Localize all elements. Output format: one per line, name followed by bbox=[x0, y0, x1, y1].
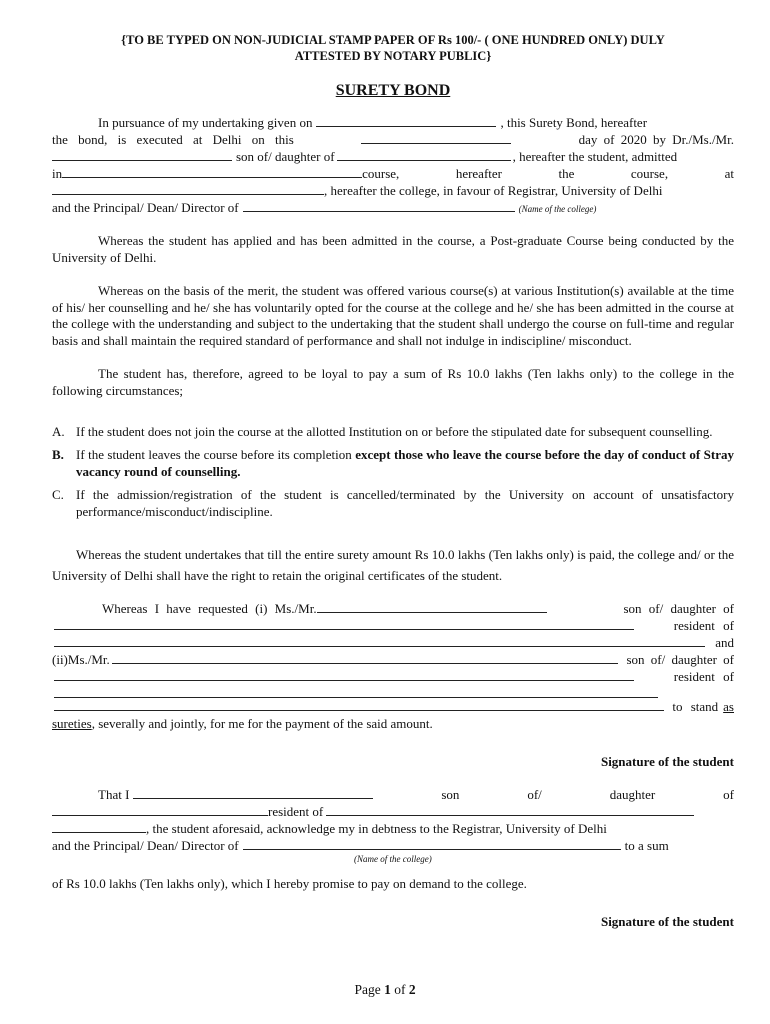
text-of-2: of bbox=[723, 787, 734, 802]
surety-2-address-blank[interactable] bbox=[54, 685, 658, 698]
text-surety-2: (ii)Ms./Mr. bbox=[52, 652, 110, 667]
text-daughter: daughter bbox=[609, 787, 656, 802]
page-number: 1 bbox=[384, 982, 391, 997]
certificates-text: Whereas the student undertakes that till the entire surety amount Rs 10.0 lakhs (Ten lakhs only) is paid, the college and/ or the University of Delhi shall have the right to retain the original certificates of the student. bbox=[52, 547, 734, 583]
surety-1-name-blank[interactable] bbox=[317, 600, 547, 613]
text-hereafter-college: , hereafter the college, in favour of Registrar, University of Delhi bbox=[324, 183, 663, 198]
parent-name-blank[interactable] bbox=[337, 148, 511, 161]
list-text: If the student does not join the course at the allotted Institution on or before the stipulated date for subsequent counselling. bbox=[76, 424, 713, 439]
text-the: the bbox=[558, 166, 575, 181]
text-undertaking: In pursuance of my undertaking given on bbox=[98, 115, 313, 130]
text-surety-bond: , this Surety Bond, hereafter bbox=[500, 115, 648, 130]
acknowledger-parent-blank[interactable] bbox=[52, 803, 268, 816]
list-item bbox=[52, 486, 734, 520]
payment-paragraph: The student has, therefore, agreed to be loyal to pay a sum of Rs 10.0 lakhs (Ten lakhs only) to the college in the following circumstances; bbox=[52, 366, 734, 398]
surety-2-name-blank[interactable] bbox=[112, 651, 619, 664]
certificates-paragraph bbox=[52, 544, 734, 586]
principal-college-blank-2[interactable] bbox=[243, 837, 621, 850]
text-that-i: That I bbox=[98, 787, 130, 802]
document-title: SURETY BOND bbox=[335, 82, 451, 99]
text-course-2: course, bbox=[630, 166, 669, 181]
text-as: as bbox=[723, 699, 734, 714]
text-principal-2: and the Principal/ Dean/ Director of bbox=[52, 838, 239, 853]
list-bold-text: except those who leave the course before the day of conduct of Stray vacancy round of counselling. bbox=[76, 447, 734, 479]
name-of-college-note-2: (Name of the college) bbox=[354, 854, 432, 864]
course-name-blank[interactable] bbox=[62, 165, 362, 178]
execution-date-blank[interactable] bbox=[361, 131, 511, 144]
principal-college-blank[interactable] bbox=[243, 199, 515, 212]
list-text: If the student leaves the course before its completion bbox=[76, 447, 356, 462]
student-name-blank[interactable] bbox=[52, 148, 232, 161]
undertaking-date-blank[interactable] bbox=[316, 114, 496, 127]
page-label: Page bbox=[354, 982, 381, 997]
text-principal: and the Principal/ Dean/ Director of bbox=[52, 200, 239, 215]
surety-2-address-blank-2[interactable] bbox=[54, 698, 664, 711]
surety-2-parent-blank[interactable] bbox=[54, 668, 634, 681]
text-resident-2: resident of bbox=[673, 669, 734, 684]
list-item bbox=[52, 446, 734, 480]
text-requested: Whereas I have requested (i) Ms./Mr. bbox=[102, 601, 317, 616]
page-total: 2 bbox=[408, 982, 416, 997]
document-page bbox=[52, 32, 734, 930]
text-resident-1: resident of bbox=[673, 618, 734, 633]
undertaking-paragraph bbox=[52, 114, 734, 218]
stamp-paper-header bbox=[52, 32, 734, 64]
acknowledgement-paragraph bbox=[52, 786, 734, 892]
text-severally: , severally and jointly, for me for the payment of the said amount. bbox=[91, 716, 433, 731]
surety-1-parent-blank[interactable] bbox=[54, 617, 634, 630]
list-key: A. bbox=[52, 424, 65, 439]
text-son-of: son of/ daughter of bbox=[236, 149, 335, 164]
header-line-1: {TO BE TYPED ON NON-JUDICIAL STAMP PAPER OF Rs 100/- ( ONE HUNDRED ONLY) DULY bbox=[121, 33, 665, 47]
list-key: B. bbox=[52, 447, 64, 462]
page-footer bbox=[0, 982, 770, 998]
list-key: C. bbox=[52, 487, 64, 502]
text-course: course, bbox=[362, 166, 400, 181]
admission-paragraph: Whereas the student has applied and has been admitted in the course, a Post-graduate Course being conducted by the University of Delhi. bbox=[52, 233, 734, 265]
surety-1-address-blank[interactable] bbox=[54, 634, 705, 647]
text-in: in bbox=[52, 166, 63, 181]
text-at: at bbox=[724, 166, 734, 181]
text-and: and bbox=[715, 635, 734, 650]
text-of: of/ bbox=[527, 787, 542, 802]
text-son-of-1: son of/ daughter of bbox=[623, 601, 734, 616]
student-signature-label-2: Signature of the student bbox=[600, 914, 734, 929]
text-day-of: day of 2020 by Dr./Ms./Mr. bbox=[578, 132, 734, 147]
acknowledger-name-blank[interactable] bbox=[133, 786, 373, 799]
text-resident-of: resident of bbox=[268, 804, 324, 819]
list-item bbox=[52, 423, 734, 440]
acknowledger-address-blank-2[interactable] bbox=[52, 820, 146, 833]
text-hereafter-student: , hereafter the student, admitted bbox=[512, 149, 678, 164]
text-to-stand: to stand bbox=[672, 699, 719, 714]
text-aforesaid: , the student aforesaid, acknowledge my in debtness to the Registrar, University of Delhi bbox=[146, 821, 607, 836]
text-hereafter: hereafter bbox=[455, 166, 502, 181]
header-line-2: ATTESTED BY NOTARY PUBLIC} bbox=[294, 49, 492, 63]
name-of-college-note: (Name of the college) bbox=[518, 204, 597, 214]
page-of: of bbox=[394, 982, 406, 997]
sureties-paragraph bbox=[52, 600, 734, 732]
circumstances-list bbox=[52, 423, 734, 520]
text-sureties: sureties bbox=[52, 716, 92, 731]
merit-paragraph: Whereas on the basis of the merit, the student was offered various course(s) at various Institution(s) available at the time of his/ her counselling and he/ she has voluntarily opted for the course at the college and he/ she has been admitted in the course at the college with the understanding and subject to the undertaking that the student shall undergo the course on full-time and regular basis and shall maintain the required standard of performance and shall not indulge in indiscipline/ misconduct. bbox=[52, 283, 734, 348]
text-son: son bbox=[441, 787, 460, 802]
text-son-of-2: son of/ daughter of bbox=[626, 652, 734, 667]
text-promise: of Rs 10.0 lakhs (Ten lakhs only), which I hereby promise to pay on demand to the college. bbox=[52, 876, 527, 891]
student-signature-label-1: Signature of the student bbox=[600, 754, 734, 769]
text-to-a-sum: to a sum bbox=[624, 838, 669, 853]
college-name-blank[interactable] bbox=[52, 182, 324, 195]
list-text: If the admission/registration of the student is cancelled/terminated by the University on account of unsatisfactory performance/misconduct/indiscipline. bbox=[76, 487, 734, 519]
text-executed: the bond, is executed at Delhi on this bbox=[52, 132, 294, 147]
acknowledger-address-blank[interactable] bbox=[326, 803, 694, 816]
